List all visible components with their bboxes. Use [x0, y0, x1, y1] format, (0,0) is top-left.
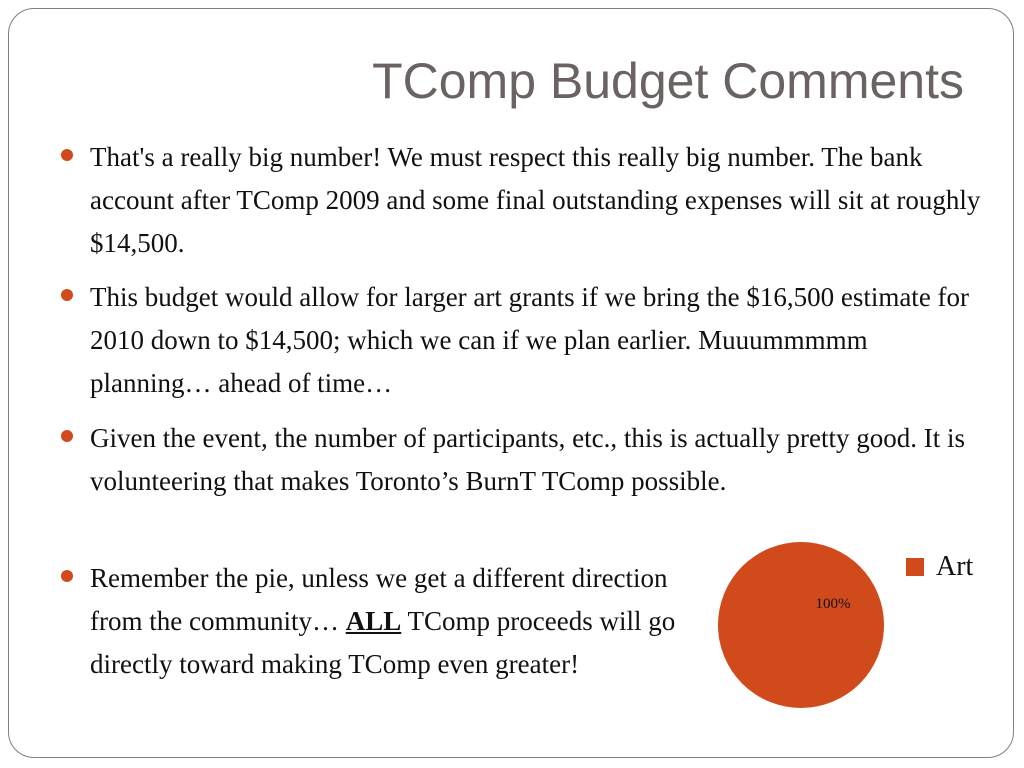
legend-swatch: [906, 558, 924, 576]
bullet-text: Given the event, the number of participants, etc., this is actually pretty good. It is volunteering that makes Toronto’s BurnT TComp possible.: [90, 423, 966, 496]
bullet-item: [90, 276, 970, 405]
pie-slice-art: [718, 542, 884, 708]
bullet-emphasis: ALL: [345, 606, 402, 636]
bullet-dot-icon: [61, 430, 73, 442]
legend-label: Art: [936, 551, 974, 582]
bullet-item: [90, 557, 690, 686]
bullet-text-end: TComp proceeds will go directly toward making TComp even greater!: [90, 606, 676, 679]
bullet-item: [90, 136, 990, 265]
bullet-text: That's a really big number! We must respect this really big number. The bank account after TComp 2009 and some final outstanding expenses will sit at roughly $14,500.: [90, 142, 981, 258]
bullet-text: This budget would allow for larger art grants if we bring the $16,500 estimate for 2010 down to $14,500; which we can if we plan earlier. Muuummmmm planning… ahead of time…: [90, 282, 970, 398]
slide-title: TComp Budget Comments: [372, 53, 964, 109]
bullet-dot-icon: [61, 570, 73, 582]
bullet-dot-icon: [61, 149, 73, 161]
pie-data-label: 100%: [815, 596, 851, 612]
bullet-item: [90, 417, 990, 503]
pie-chart: [700, 530, 1000, 730]
bullet-dot-icon: [61, 289, 73, 301]
bullet-text-start: Remember the pie, unless we get a different direction from the community…: [90, 563, 668, 636]
